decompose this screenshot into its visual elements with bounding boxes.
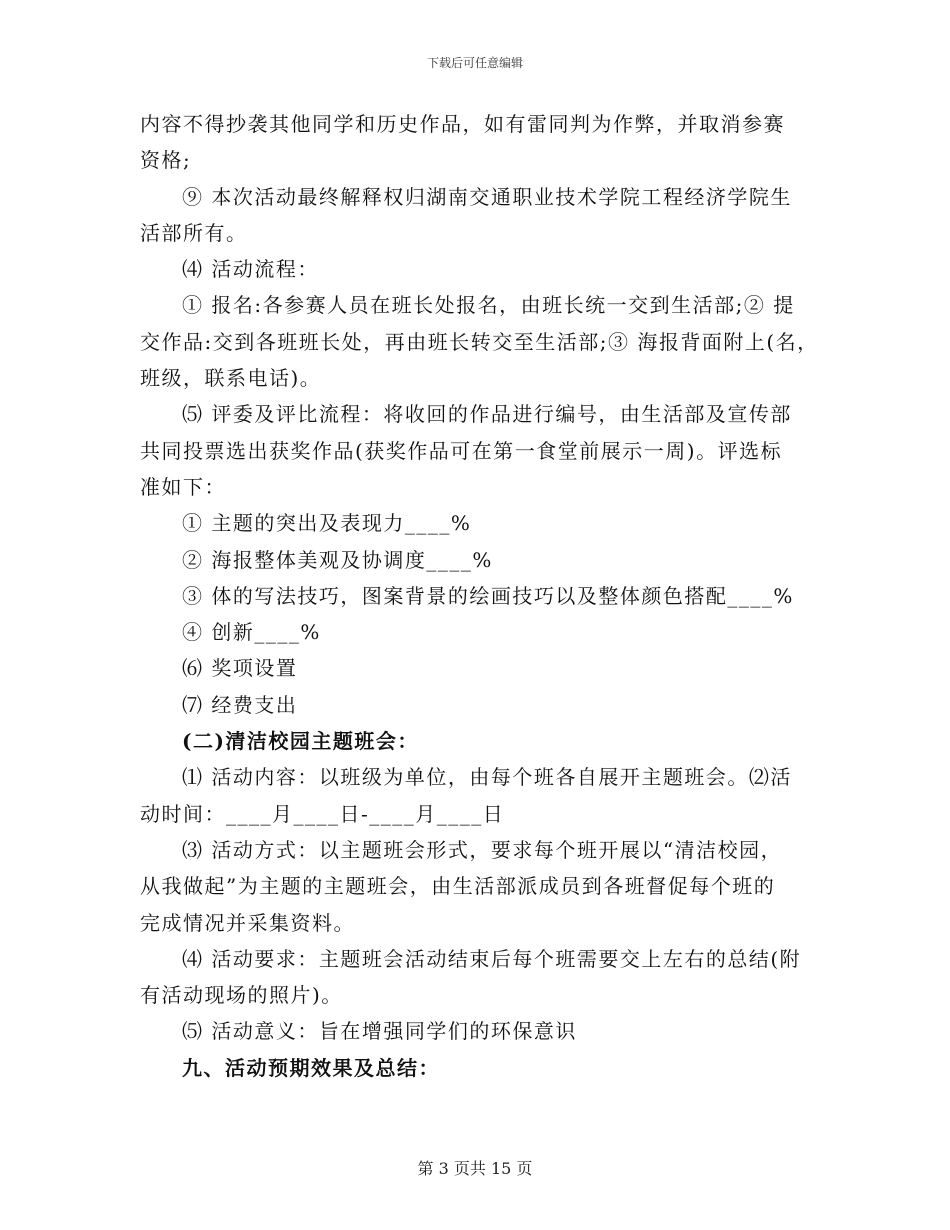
text-line: ④ 创新____% <box>182 620 321 645</box>
section-heading: (二)清洁校园主题班会： <box>182 729 419 754</box>
text-line: ⑷ 活动要求：主题班会活动结束后每个班需要交上左右的总结(附 <box>182 946 802 971</box>
text-line: ⑺ 经费支出 <box>182 692 298 717</box>
text-line: 共同投票选出获奖作品(获奖作品可在第一食堂前展示一周)。评选标 <box>140 438 783 463</box>
text-line: ⑸ 活动意义：旨在增强同学们的环保意识 <box>182 1019 577 1044</box>
section-heading: 九、活动预期效果及总结： <box>182 1055 440 1080</box>
page-number-footer: 第 3 页共 15 页 <box>417 1159 533 1178</box>
text-line: 内容不得抄袭其他同学和历史作品，如有雷同判为作弊，并取消参赛 <box>140 112 785 136</box>
text-line: ⑸ 评委及评比流程：将收回的作品进行编号，由生活部及宣传部 <box>182 402 792 427</box>
text-line: ② 海报整体美观及协调度____% <box>182 547 493 572</box>
text-line: ① 主题的突出及表现力____% <box>182 511 472 536</box>
text-line: ⑴ 活动内容：以班级为单位，由每个班各自展开主题班会。⑵活 <box>182 765 792 790</box>
page-header-note: 下载后可任意编辑 <box>426 56 523 70</box>
text-line: 从我做起”为主题的主题班会，由生活部派成员到各班督促每个班的 <box>140 874 776 899</box>
document-body <box>140 106 820 1086</box>
text-line: 资格; <box>140 148 192 173</box>
text-line: 交作品:交到各班班长处，再由班长转交至生活部;③ 海报背面附上(名， <box>140 329 819 354</box>
text-line: 活部所有。 <box>140 220 248 245</box>
text-line: 动时间：____月____日-____月____日 <box>140 801 505 826</box>
text-line: ⑷ 活动流程： <box>182 257 319 282</box>
text-line: ⑹ 奖项设置 <box>182 656 298 681</box>
text-line: ③ 体的写法技巧，图案背景的绘画技巧以及整体颜色搭配____% <box>182 583 794 608</box>
text-line: 完成情况并采集资料。 <box>140 910 355 935</box>
text-line: ⑶ 活动方式：以主题班会形式，要求每个班开展以“清洁校园， <box>182 837 783 862</box>
text-line: ⑨ 本次活动最终解释权归湖南交通职业技术学院工程经济学院生 <box>182 184 792 209</box>
text-line: 班级，联系电话)。 <box>140 366 322 391</box>
text-line: 准如下： <box>140 474 226 499</box>
text-line: ① 报名:各参赛人员在班长处报名，由班长统一交到生活部;② 提 <box>182 293 795 318</box>
text-line: 有活动现场的照片)。 <box>140 983 343 1008</box>
